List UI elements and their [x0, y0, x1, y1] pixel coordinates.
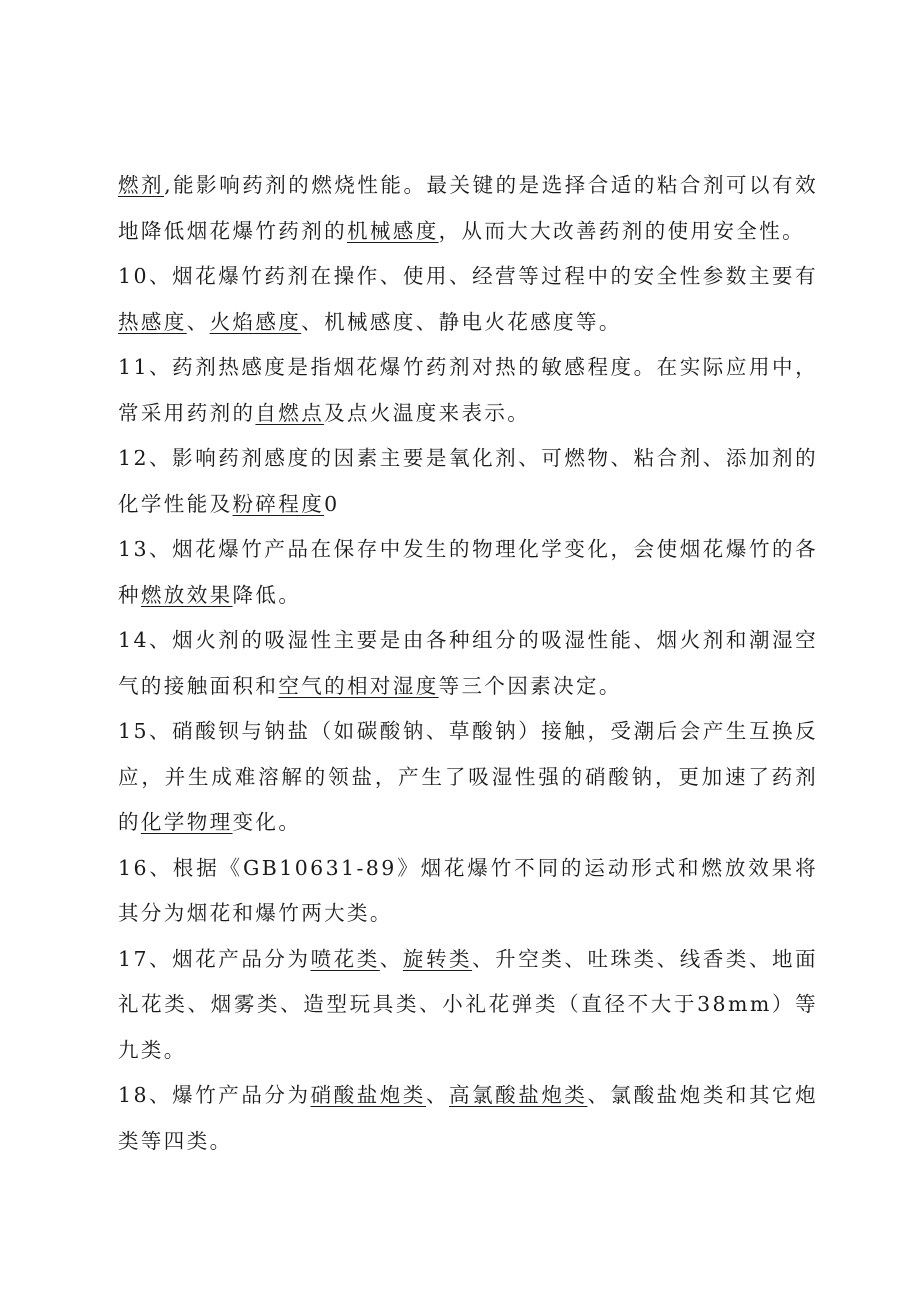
text-segment: 11、药剂热感度是指烟花爆竹药剂对热的敏感程度。在实际应用中，常采用药剂的	[118, 355, 818, 425]
paragraph-item-11	[118, 345, 818, 436]
underlined-answer: 火焰感度	[209, 309, 302, 334]
underlined-answer: 自燃点	[255, 400, 325, 425]
paragraph-item-12	[118, 436, 818, 527]
text-segment: 降低。	[232, 582, 302, 607]
text-segment: 15、硝酸钡与钠盐（如碳酸钠、草酸钠）接触，受潮后会产生互换反应，并生成难溶解的领盐，产生了吸湿性强的硝酸钠，更加速了药剂的	[118, 719, 818, 834]
underlined-answer: 空气的相对湿度	[278, 673, 439, 698]
underlined-answer: 燃放效果	[140, 582, 233, 607]
text-segment: 、	[186, 309, 210, 334]
underlined-answer: 热感度	[118, 309, 187, 334]
text-segment: 16、根据《GB10631-89》烟花爆竹不同的运动形式和燃放效果将其分为烟花和爆竹两大类。	[118, 855, 818, 925]
text-segment: 18、爆竹产品分为	[118, 1083, 311, 1107]
paragraph-item-16	[118, 846, 818, 937]
paragraph-item-13	[118, 527, 818, 618]
text-segment: 13、烟花爆竹产品在保存中发生的物理化学变化，会使烟花爆竹的各种	[118, 537, 818, 607]
document-body	[118, 163, 818, 1164]
text-segment: ,能影响药剂的燃烧性能。最关键的是选择合适的粘合剂可以有效地降低烟花爆竹药剂的	[118, 173, 818, 243]
text-segment: 17、烟花产品分为	[118, 946, 311, 971]
paragraph-item-14	[118, 618, 818, 709]
text-segment: 、	[379, 946, 403, 971]
underlined-answer: 高氯酸盐炮类	[449, 1083, 588, 1107]
paragraph-item-10	[118, 254, 818, 345]
text-segment: 0	[324, 491, 340, 516]
text-segment: 、机械感度、静电火花感度等。	[301, 309, 622, 334]
text-segment: 变化。	[232, 810, 302, 834]
underlined-answer: 化学物理	[140, 810, 233, 834]
underlined-answer: 机械感度	[347, 218, 439, 243]
underlined-answer: 硝酸盐炮类	[310, 1083, 426, 1107]
underlined-answer: 喷花类	[310, 946, 380, 971]
text-segment: 及点火温度来表示。	[324, 400, 531, 425]
text-segment: 等三个因素决定。	[438, 673, 622, 698]
paragraph-continuation	[118, 163, 818, 254]
text-segment: 14、烟火剂的吸湿性主要是由各种组分的吸湿性能、烟火剂和潮湿空气的接触面积和	[118, 628, 818, 698]
underlined-answer: 旋转类	[402, 946, 473, 971]
paragraph-item-18	[118, 1073, 818, 1164]
paragraph-item-17	[118, 937, 818, 1074]
text-segment: 10、烟花爆竹药剂在操作、使用、经营等过程中的安全性参数主要有	[118, 264, 818, 288]
text-segment: 、升空类、吐珠类、线香类、地面礼花类、烟雾类、造型玩具类、小礼花弹类（直径不大于38mm）等九类。	[118, 946, 819, 1062]
paragraph-item-15	[118, 709, 818, 846]
underlined-answer: 粉碎程度	[232, 491, 325, 516]
text-segment: ，从而大大改善药剂的使用安全性。	[438, 218, 806, 243]
text-segment: 、	[425, 1083, 450, 1107]
text-segment: 12、影响药剂感度的因素主要是氧化剂、可燃物、粘合剂、添加剂的化学性能及	[118, 446, 818, 516]
text-segment: 、氯酸盐炮类和其它炮类等四类。	[118, 1083, 819, 1153]
underlined-answer: 燃剂	[118, 173, 165, 197]
